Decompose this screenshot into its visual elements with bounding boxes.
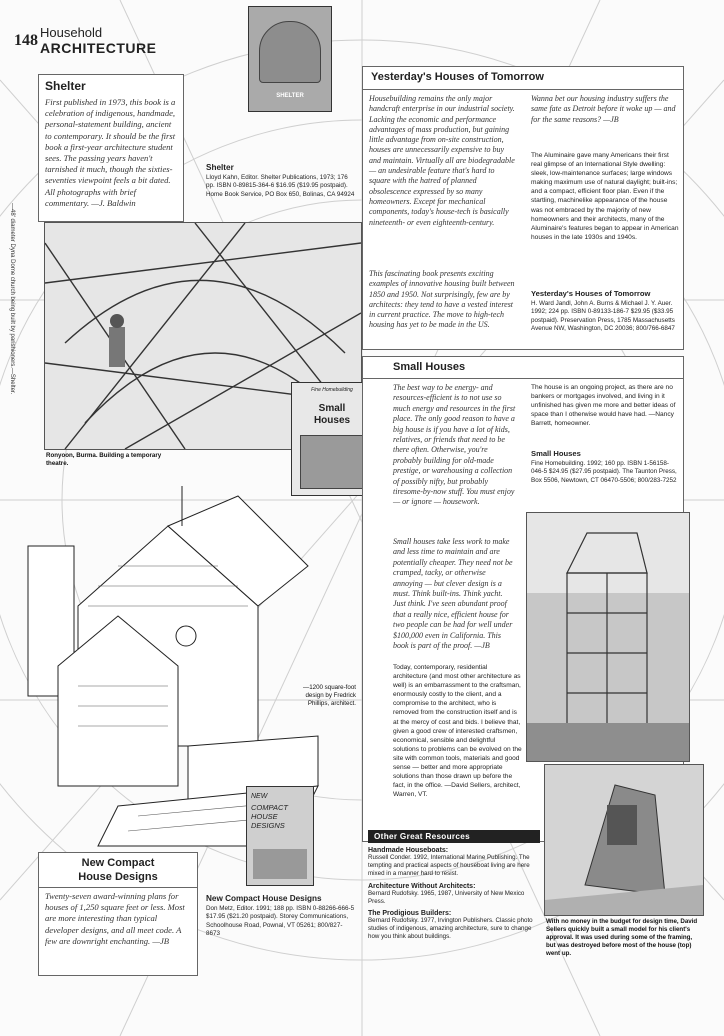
compact-bib-text: Don Metz, Editor. 1991; 188 pp. ISBN 0-88266-666-5 $17.95 ($21.20 postpaid). Storey Communications, Schoolhouse Road, Pownal, VT 05261; 800/827-8673 — [206, 905, 355, 938]
compact-title-1: New Compact — [81, 857, 155, 869]
ogr-item-1-text: Russell Conder. 1992, International Marine Publishing. The tempting and practical aspects of houseboat living are here mixed in a manner hard to resist. — [368, 854, 530, 878]
yesterdays-title: Yesterday's Houses of Tomorrow — [371, 71, 544, 83]
compact-review-box — [38, 852, 198, 976]
compact-bib-title: New Compact House Designs — [206, 894, 322, 903]
small-houses-book-cover — [291, 382, 373, 496]
side-caption — [2, 203, 16, 570]
small-houses-review-1: The best way to be energy- and resources-efficient is to not use so much energy and resources in the first place. The only good reason to have a big house is if you have a lot of kids, relatives, or friends that need to be there often. Otherwise, you're probably building for old-made prestige, or warehousing a collection of possibly nifty, but probably tiresome-by-now stuff. You must enjoy — or ignore — housework. — [393, 383, 516, 507]
compact-cover-photo — [253, 849, 307, 879]
ogr-item-2-text: Bernard Rudofsky. 1965, 1987, University of New Mexico Press. — [368, 889, 525, 905]
sellers-caption: With no money in the budget for design time, David Sellers quickly built a small model for his client's approval. It was used during some of the framing, but was destroyed before most of the house (top) went up. — [546, 918, 698, 957]
yesterdays-bib-text: H. Ward Jandl, John A. Burns & Michael J. Y. Auer. 1992; 224 pp. ISBN 0-89133-186-7 $29.95 ($33.95 postpaid). Preservation Press, 1785 Massachusetts Avenue NW, Washington, DC 20036; 800/766-6847 — [531, 300, 675, 333]
yesterdays-review-1: Housebuilding remains the only major handcraft enterprise in our industrial society. Lacking the economic and performance advantages of mass production, but gaining little advantage from on-site construction, houses are unnecessarily expensive to buy and maintain. Virtually all are biodegradable — an undesirable feature that's hard to square with the hatred of planned obsolescence expressed by so many homeowners. Except for mechanical components, today's house-tech is basically nineteenth- or even eighteenth-century. — [369, 94, 515, 227]
page-number: 148 — [14, 32, 38, 49]
phillips-caption: —1200 square-foot design by Fredrick Phillips, architect. — [303, 684, 356, 707]
compact-title-2: House Designs — [78, 871, 158, 883]
tower-frame-illustration — [527, 513, 689, 761]
ogr-item-1-title: Handmade Houseboats: — [368, 847, 449, 854]
side-caption-text: —48' diameter Dyna Dome church being built by parishioners.—Shelter. — [9, 203, 15, 395]
page-category: Household — [40, 25, 103, 40]
compact-cover-new: NEW — [251, 793, 268, 800]
other-resources-box — [368, 830, 540, 942]
small-houses-bib-title: Small Houses — [531, 449, 581, 458]
shelter-cover-label: SHELTER — [276, 93, 304, 99]
shelter-bib-text: Lloyd Kahn, Editor. Shelter Publications, 1973; 176 pp. ISBN 0-89815-364-6 $16.95 ($19.95 postpaid). Home Book Service, PO Box 650, Bolinas, CA 94924 — [206, 174, 355, 198]
small-houses-cover-title-2: Houses — [313, 415, 351, 426]
small-houses-title: Small Houses — [393, 361, 466, 373]
page-section: ARCHITECTURE — [40, 40, 157, 56]
shelter-title: Shelter — [45, 79, 86, 93]
small-houses-cover-photo — [300, 435, 366, 489]
compact-cover-title: COMPACT HOUSE DESIGNS — [251, 803, 288, 830]
ogr-item-2-title: Architecture Without Architects: — [368, 882, 476, 890]
ronyoon-caption: Ronyoon, Burma. Building a temporary theatre. — [46, 452, 162, 467]
shelter-review-box — [38, 74, 184, 222]
yesterdays-excerpt: The Aluminaire gave many Americans their first real glimpse of an International Style dwelling: sleek, low-maintenance surfaces; large windows making maximum use of natural daylight; built-ins; and a compact, efficient floor plan. Even if the startling, machinelike appearance of the house was not embraced by the majority of new homeowners and their architects, many of the Aluminaire's features began to appear in American houses in the late 1930s and 1940s. — [531, 152, 679, 241]
small-houses-excerpt-right: The house is an ongoing project, as there are no bankers or mortgages involved, and living in it unfinished has given me more and better ideas of space than I otherwise would have had. —Nancy Barrett, homeowner. — [531, 384, 676, 428]
yesterdays-bib-title: Yesterday's Houses of Tomorrow — [531, 289, 651, 298]
model-illustration — [545, 765, 703, 915]
shelter-cover-dome — [259, 21, 321, 83]
ogr-item-3-title: The Prodigious Builders: — [368, 910, 452, 918]
small-houses-cover-top: Fine Homebuilding — [311, 387, 353, 393]
compact-book-cover — [246, 786, 314, 886]
other-resources-heading: Other Great Resources — [368, 830, 540, 843]
small-houses-cover-title-1: Small — [318, 403, 346, 414]
tower-house-photo — [526, 512, 690, 762]
yesterdays-review-2: This fascinating book presents exciting examples of innovative housing built between 1850 and 1950. Not surprisingly, few are by architects: they tend to have a vested interest in current practice. The move to high-tech housing has yet to be made in the US. — [369, 269, 515, 330]
shelter-book-cover — [248, 6, 332, 112]
yesterdays-box — [362, 66, 684, 350]
house-model-photo — [544, 764, 704, 916]
yesterdays-review-3: Wanna bet our housing industry suffers the same fate as Detroit before it woke up — and for the same reasons? —JB — [531, 94, 676, 124]
small-houses-bib-text: Fine Homebuilding. 1992; 160 pp. ISBN 1-56158-046-5 $24.95 ($27.95 postpaid). The Taunton Press, Box 5506, Newtown, CT 06470-5506; 800/283-7252 — [531, 460, 677, 484]
compact-review: Twenty-seven award-winning plans for houses of 1,250 square feet or less. Most are more interesting than typical developer designs, and all meet code. A few are downright enchanting. —JB — [45, 891, 185, 946]
ogr-item-3-text: Bernard Rudofsky. 1977, Irvington Publishers. Classic photo studies of indigenous, amazing architecture, sure to change how you think about buildings. — [368, 917, 533, 941]
shelter-bib-title: Shelter — [206, 163, 234, 172]
small-houses-review-2: Small houses take less work to make and less time to maintain and are potentially cheaper. They need not be cramped, tacky, or otherwise annoying — but clever design is a must. Think built-ins. Think yacht. Just think. I've seen abundant proof that a really nice, efficient house for two people can be had for well under $100,000 even in California. This book is part of the proof. —JB — [393, 537, 513, 651]
shelter-review: First published in 1973, this book is a celebration of indigenous, handmade, personal-statement building, ancient to contemporary. It should be the first book a first-year architecture student sees. The passing years haven't tarnished it much, though the sixties-seventies viewpoint feels a bit dated. All photographs with brief commentary. —J. Baldwin — [45, 97, 176, 208]
small-houses-excerpt-bottom: Today, contemporary, residential architecture (and most other architecture as well) is an embarrassment to the craftsman, enormously costly to the client, and a compromise to the architect, who is removed from the construction itself and is at the mercy of cost and bids. I believe that, given a good crew of interested craftsmen, economical, sensible and delightful solutions to problems can be evolved on the site with common tools, materials and good sense — better and more appropriate solutions than those drawn up before the fact, in the office. —David Sellers, architect, Warren, VT. — [393, 664, 522, 799]
